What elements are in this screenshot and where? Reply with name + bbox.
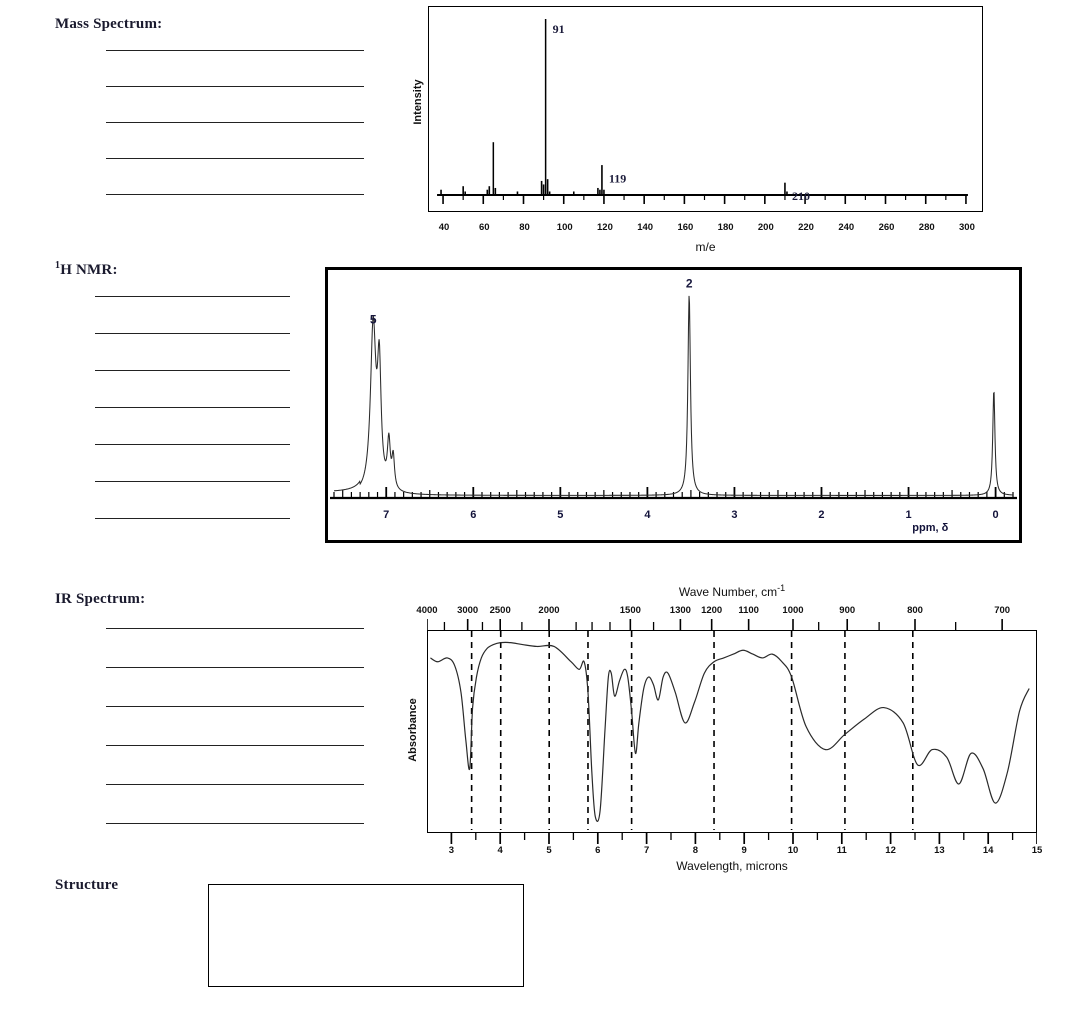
ms-tick-label: 60 [478,222,490,233]
ir-wavenumber-tick-labels [416,605,1037,619]
nmr-tick-label: 7 [383,509,390,521]
ir-wavelength-tick-label: 5 [546,845,552,856]
ms-peak-label: 119 [608,171,627,186]
ir-wavelength-tick-label: 14 [982,845,994,856]
mass-spectrum-plot [428,6,983,212]
ir-wavelength-tick-label: 3 [448,845,455,856]
ms-tick-label: 120 [597,222,613,233]
ir-bottom-axis-label: Wavelength, microns [676,859,788,873]
answer-line[interactable] [95,518,290,519]
mass-spectrum-heading: Mass Spectrum: [55,16,163,32]
mass-spectrum-y-axis-label: Intensity [412,79,424,125]
answer-line[interactable] [106,706,364,707]
answer-line[interactable] [95,407,290,408]
structure-heading: Structure [55,877,119,893]
ir-wavenumber-tick-label: 800 [907,605,923,616]
ms-tick-label: 140 [637,222,654,233]
ir-wavelength-tick-label: 4 [497,845,503,856]
ir-wavelength-tick-label: 13 [934,845,945,856]
ms-tick-label: 280 [918,222,935,233]
ir-wavelength-tick-labels [427,845,1043,859]
ms-tick-label: 200 [757,222,774,233]
answer-line[interactable] [106,86,364,87]
ms-tick-label: 160 [677,222,694,233]
ir-wavelength-tick-label: 8 [692,845,699,856]
ir-wavelength-tick-label: 7 [643,845,650,856]
answer-line[interactable] [106,194,364,195]
nmr-trace [334,296,1013,495]
answer-line[interactable] [106,628,364,629]
mass-spectrum-x-axis-label: m/e [695,240,716,254]
structure-drawing-box[interactable] [208,884,524,987]
ir-trace [430,642,1029,821]
nmr-spectrum-plot [325,267,1022,543]
nmr-tick-label: 1 [905,509,912,521]
ms-tick-label: 100 [556,222,573,233]
answer-line[interactable] [106,667,364,668]
ms-tick-label: 300 [959,222,975,233]
ir-wavenumber-tick-label: 900 [839,605,856,616]
ms-tick-label: 40 [438,222,450,233]
ms-tick-label: 260 [878,222,895,233]
nmr-integral-label: 5 [369,312,377,327]
ir-wavenumber-tick-label: 1000 [782,605,804,616]
nmr-heading [55,260,118,279]
ir-wavenumber-tick-label: 3000 [457,605,479,616]
nmr-tick-label: 3 [731,509,738,521]
ir-wavenumber-tick-label: 1200 [701,605,723,616]
nmr-tick-label: 0 [992,509,999,521]
nmr-tick-label: 5 [557,509,564,521]
ir-wavelength-tick-label: 9 [741,845,747,856]
answer-line[interactable] [106,784,364,785]
answer-line[interactable] [95,296,290,297]
answer-line[interactable] [95,370,290,371]
ir-wavenumber-tick-label: 1500 [619,605,641,616]
ir-wavenumber-tick-label: 4000 [416,605,438,616]
ir-top-axis-label-text: Wave Number, cm [678,585,778,599]
ir-y-axis-label: Absorbance [407,698,419,762]
answer-line[interactable] [95,481,290,482]
ir-wavenumber-tick-label: 2500 [489,605,511,616]
ir-spectrum-plot [427,630,1037,833]
nmr-tick-label: 2 [818,509,825,521]
ms-peak-label: 210 [791,189,810,204]
ir-wavelength-tick-label: 10 [787,845,799,856]
nmr-answer-lines [95,296,290,519]
answer-line[interactable] [106,745,364,746]
ir-wavelength-tick-label: 15 [1031,845,1043,856]
ir-wavenumber-tick-label: 1300 [669,605,691,616]
nmr-tick-label: 6 [470,509,477,521]
answer-line[interactable] [106,823,364,824]
answer-line[interactable] [106,50,364,51]
answer-line[interactable] [106,122,364,123]
ms-tick-label: 220 [798,222,814,233]
ir-bottom-tick-marks [427,833,1037,845]
ms-tick-label: 180 [717,222,734,233]
nmr-heading-superscript: 1 [55,260,61,271]
ir-top-axis-label [427,583,1037,599]
nmr-tick-label: 4 [644,509,651,521]
mass-spectrum-x-tick-labels [428,222,983,236]
ms-tick-label: 80 [519,222,530,233]
ir-heading: IR Spectrum: [55,591,146,607]
ir-wavelength-tick-label: 12 [885,845,896,856]
ir-wavenumber-tick-label: 1100 [738,605,759,616]
nmr-x-axis-label: ppm, δ [912,522,949,534]
ir-wavenumber-tick-label: 700 [994,605,1011,616]
ir-answer-lines [106,628,364,824]
ms-tick-label: 240 [838,222,855,233]
answer-line[interactable] [95,444,290,445]
ir-top-axis-label-superscript: -1 [777,583,786,593]
ir-wavelength-tick-label: 11 [836,845,847,856]
answer-line[interactable] [95,333,290,334]
mass-spectrum-answer-lines [106,50,364,195]
nmr-integral-label: 2 [685,276,693,291]
ms-peak-label: 91 [552,22,565,36]
nmr-heading-text: H NMR: [60,262,118,278]
answer-line[interactable] [106,158,364,159]
ir-wavelength-tick-label: 6 [595,845,601,856]
ir-wavenumber-tick-label: 2000 [538,605,560,616]
